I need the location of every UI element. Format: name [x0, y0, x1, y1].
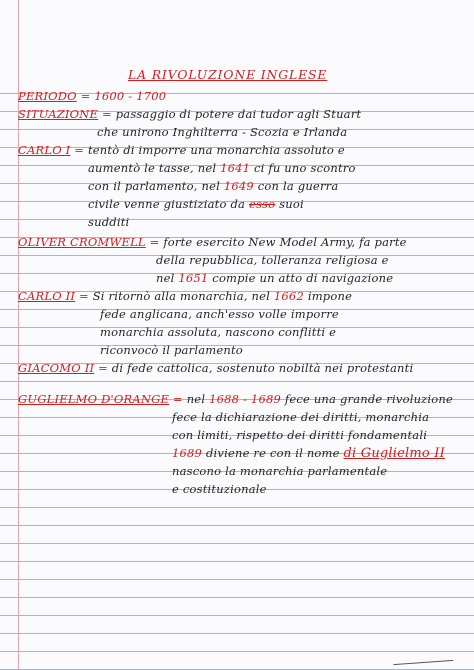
- guglielmo-text-4a: diviene re con il nome: [205, 446, 340, 460]
- carlo1-line-3: [88, 177, 338, 195]
- cromwell-text-1: forte esercito New Model Army, fa parte: [163, 235, 407, 249]
- situazione-text-1: passaggio di potere dai tudor agli Stuart: [115, 107, 362, 121]
- carlo2-text-1b: impone: [307, 289, 353, 303]
- cromwell-text-3a: nel: [156, 271, 175, 285]
- situazione-line-1: SITUAZIONE = passaggio di potere dai tudor agli Stuart: [18, 107, 362, 121]
- guglielmo-line-4: [172, 444, 445, 463]
- carlo1-text-4b: suoi: [279, 197, 304, 211]
- situazione-text-2: che unirono Inghilterra - Scozia e Irlanda: [97, 125, 348, 139]
- carlo2-line-1: CARLO II = Si ritornò alla monarchia, nel 1662 impone: [18, 289, 353, 303]
- cromwell-year: 1651: [178, 271, 209, 285]
- pen-stroke-mark: [393, 650, 454, 665]
- carlo1-line-2: [88, 159, 356, 177]
- carlo1-text-2: aumentò le tasse, nel: [88, 161, 217, 175]
- cromwell-line-3: [156, 269, 393, 287]
- guglielmo-text-1b: fece una grande rivoluzione: [284, 392, 454, 406]
- carlo2-text-1a: Si ritornò alla monarchia, nel: [92, 289, 271, 303]
- carlo2-text-2: fede anglicana, anch'esso volle imporre: [100, 307, 339, 321]
- cromwell-text-2: della repubblica, tolleranza religiosa e: [156, 253, 389, 267]
- guglielmo-year-2: 1689: [172, 446, 203, 460]
- carlo1-text-5: sudditi: [88, 215, 130, 229]
- guglielmo-label: GUGLIELMO D'ORANGE: [18, 392, 170, 406]
- carlo1-year-1: 1641: [220, 161, 251, 175]
- carlo1-text-2b: ci fu uno scontro: [254, 161, 356, 175]
- carlo1-label: CARLO I: [18, 143, 71, 157]
- carlo1-year-2: 1649: [223, 179, 254, 193]
- carlo2-text-3: monarchia assoluta, nascono conflitti e: [100, 325, 337, 339]
- carlo1-line-4: [88, 195, 304, 213]
- giacomo2-line: GIACOMO II = di fede cattolica, sostenuto nobiltà nei protestanti: [18, 361, 414, 375]
- carlo2-text-4: riconvocò il parlamento: [100, 343, 243, 357]
- giacomo2-label: GIACOMO II: [18, 361, 95, 375]
- guglielmo-text-2: fece la dichiarazione dei diritti, monarchia: [172, 410, 430, 424]
- guglielmo-year: 1688 - 1689: [209, 392, 281, 406]
- cromwell-label: OLIVER CROMWELL: [18, 235, 146, 249]
- carlo2-year: 1662: [273, 289, 304, 303]
- periodo-line: PERIODO = 1600 - 1700: [18, 89, 167, 103]
- periodo-value: 1600 - 1700: [94, 89, 167, 103]
- guglielmo-name: di Guglielmo II: [343, 446, 445, 461]
- guglielmo-text-1a: nel: [186, 392, 206, 406]
- giacomo2-text: di fede cattolica, sostenuto nobiltà nei protestanti: [111, 361, 414, 375]
- carlo1-line-1: CARLO I = tentò di imporre una monarchia assoluto e: [18, 143, 345, 157]
- periodo-label: PERIODO: [18, 89, 77, 103]
- guglielmo-line-1: GUGLIELMO D'ORANGE = nel 1688 - 1689 fece una grande rivoluzione: [18, 392, 454, 406]
- carlo1-text-3b: con la guerra: [257, 179, 339, 193]
- guglielmo-text-3: con limiti, rispetto dei diritti fondamentali: [172, 428, 428, 442]
- guglielmo-text-5: nascono la monarchia parlamentale: [172, 464, 388, 478]
- carlo2-label: CARLO II: [18, 289, 76, 303]
- carlo1-text-1: tentò di imporre una monarchia assoluto e: [87, 143, 345, 157]
- carlo1-text-3: con il parlamento, nel: [88, 179, 220, 193]
- carlo1-strike: esso: [248, 197, 276, 211]
- page-header-margin: [0, 0, 474, 76]
- situazione-label: SITUAZIONE: [18, 107, 99, 121]
- page-title: LA RIVOLUZIONE INGLESE: [128, 67, 328, 82]
- guglielmo-text-6: e costituzionale: [172, 482, 267, 496]
- cromwell-text-3b: compie un atto di navigazione: [212, 271, 394, 285]
- carlo1-text-4a: civile venne giustiziato da: [88, 197, 246, 211]
- cromwell-line-1: OLIVER CROMWELL = forte esercito New Model Army, fa parte: [18, 235, 407, 249]
